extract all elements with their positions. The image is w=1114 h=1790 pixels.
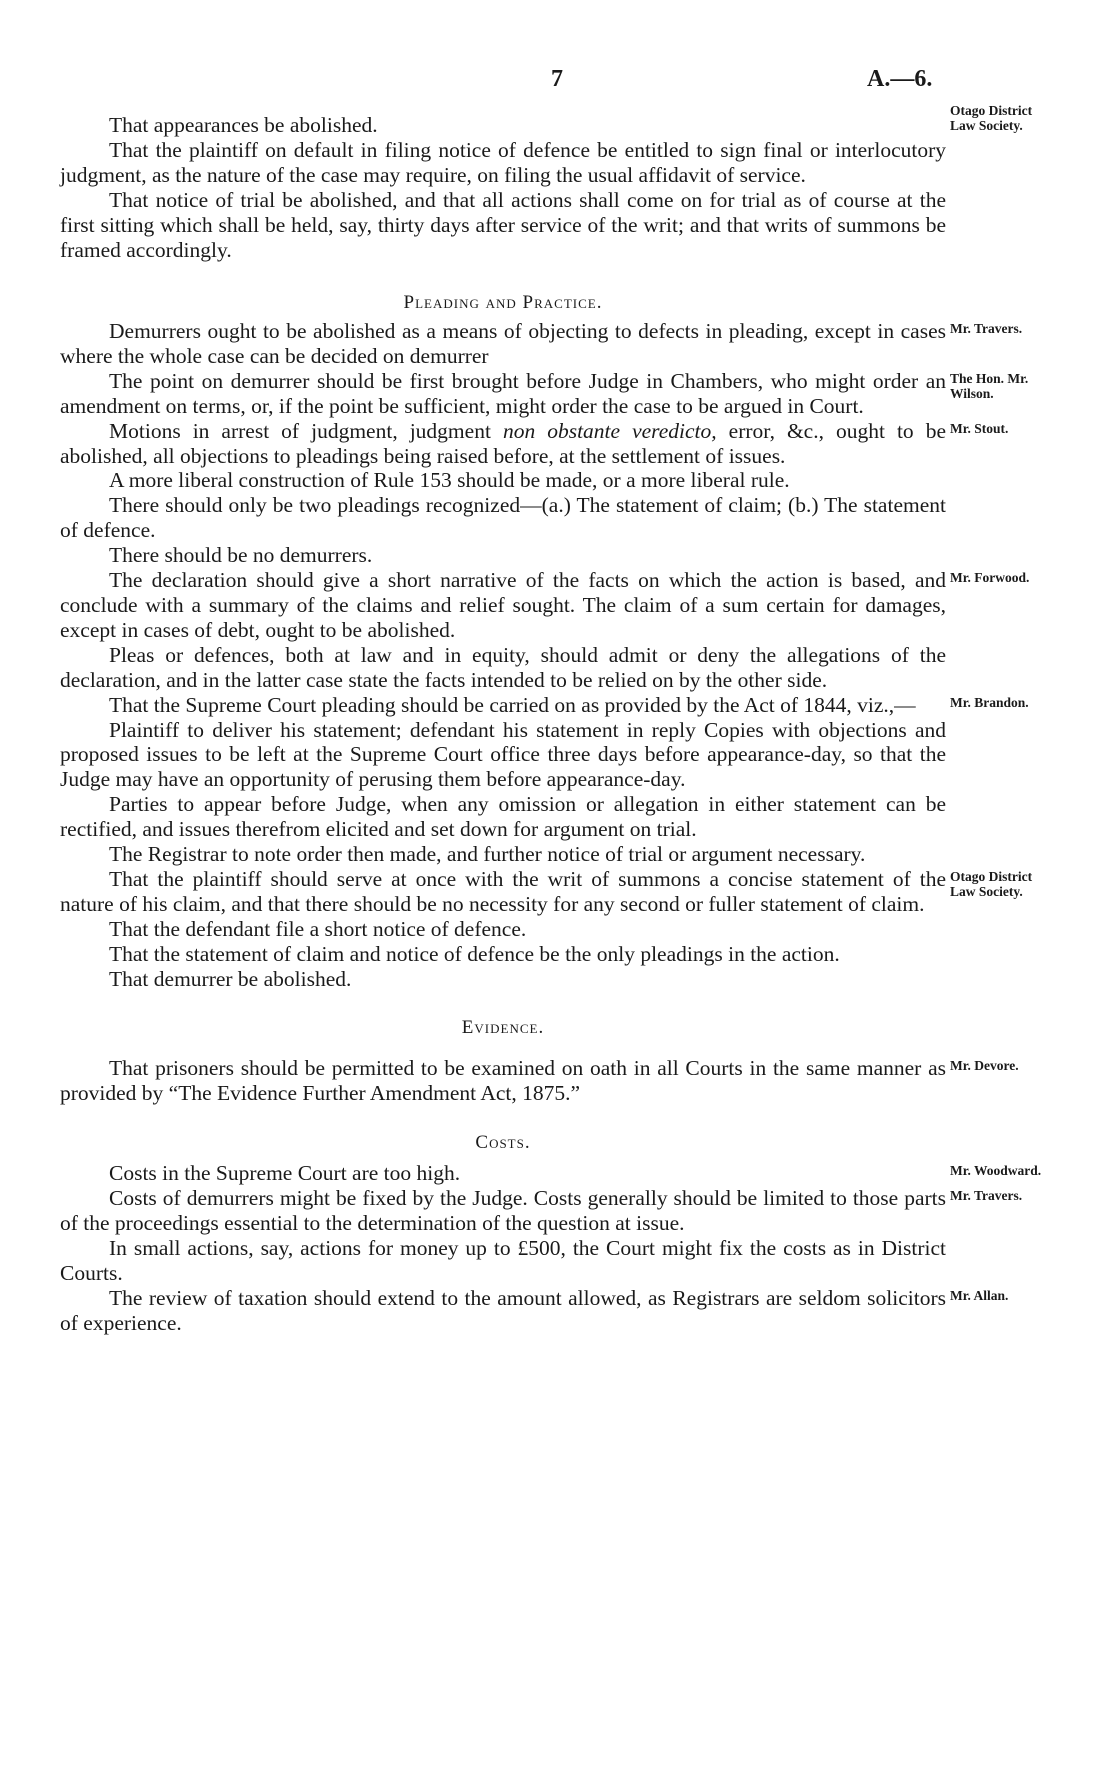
margin-note: Mr. Stout. xyxy=(950,420,1009,436)
paragraph: Costs in the Supreme Court are too high. Mr. Woodward. xyxy=(60,1161,946,1186)
paragraph: That demurrer be abolished. xyxy=(109,966,352,991)
paragraph: In small actions, say, actions for money up to £500, the Court might fix the costs as in District Courts. xyxy=(60,1236,946,1285)
paragraph: The point on demurrer should be first brought before Judge in Chambers, who might order an amendment on terms, or, if the point be sufficient, might order the case to be argued in Court. The Hon. Mr. Wilson. xyxy=(60,369,946,419)
paragraph: There should be no demurrers. xyxy=(109,543,373,568)
margin-note: Mr. Travers. xyxy=(950,1188,1023,1204)
section-intro xyxy=(60,103,1033,262)
page-reference: A.—6. xyxy=(867,66,933,92)
margin-note: Mr. Woodward. xyxy=(950,1163,1042,1179)
paragraph: That the defendant file a short notice of defence. xyxy=(109,916,527,941)
paragraph: Plaintiff to deliver his statement; defendant his statement in reply Copies with objections and proposed issues to be left at the Supreme Court office three days before appearance-day, so that the Judge may have an opportunity of perusing them before appearance-day. xyxy=(60,717,946,792)
section-costs xyxy=(60,1106,1042,1335)
margin-note: Mr. Travers. xyxy=(950,321,1023,336)
paragraph: That notice of trial be abolished, and that all actions shall come on for trial as of course at the first sitting which shall be held, say, thirty days after service of the writ; and that writs of summons be framed accordingly. xyxy=(60,187,946,262)
document-body xyxy=(60,103,1042,1336)
paragraph: That the statement of claim and notice of defence be the only pleadings in the action. xyxy=(109,941,840,966)
paragraph: That appearances be abolished. Otago District Law Society. xyxy=(60,113,946,138)
paragraph: Pleas or defences, both at law and in equity, should admit or deny the allegations of the declaration, and in the latter case state the facts intended to be relied on by the other side. xyxy=(60,642,946,692)
paragraph: There should only be two pleadings recognized—(a.) The statement of claim; (b.) The statement of defence. xyxy=(60,493,946,543)
margin-note: Otago District Law Society. xyxy=(950,103,1033,133)
paragraph: Demurrers ought to be abolished as a means of objecting to defects in pleading, except in cases where the whole case can be decided on demurrer Mr. Travers. xyxy=(60,319,946,369)
section-heading: Evidence. xyxy=(461,1017,545,1039)
paragraph: That prisoners should be permitted to be examined on oath in all Courts in the same manner as provided by “The Evidence Further Amendment Act, 1875.” Mr. Devore. xyxy=(60,1056,946,1106)
section-pleading-and-practice xyxy=(60,258,1033,991)
paragraph: The review of taxation should extend to the amount allowed, as Registrars are seldom solicitors of experience. Mr. Allan. xyxy=(60,1286,946,1336)
paragraph: Motions in arrest of judgment, judgment non obstante veredicto, error, &c., ought to be abolished, all objections to pleadings being raised before, at the settlement of issues. Mr. Stout. xyxy=(60,419,946,469)
paragraph: Costs of demurrers might be fixed by the Judge. Costs generally should be limited to those parts of the proceedings essential to the determination of the question at issue. Mr. Travers. xyxy=(60,1186,946,1236)
margin-note: Mr. Devore. xyxy=(950,1058,1019,1074)
paragraph: Parties to appear before Judge, when any omission or allegation in either statement can be rectified, and issues therefrom elicited and set down for argument on trial. xyxy=(60,792,946,842)
page-number: 7 xyxy=(551,66,563,92)
paragraph: The Registrar to note order then made, and further notice of trial or argument necessary. xyxy=(109,842,866,867)
section-heading: Costs. xyxy=(475,1132,531,1154)
paragraph: That the plaintiff should serve at once with the writ of summons a concise statement of the nature of his claim, and that there should be no necessity for any second or fuller statement of claim. Otago District Law Society. xyxy=(60,867,946,917)
paragraph: The declaration should give a short narrative of the facts on which the action is based, and conclude with a summary of the claims and relief sought. The claim of a sum certain for damages, except in cases of debt, ought to be abolished. Mr. Forwood. xyxy=(60,568,946,643)
section-heading: Pleading and Practice. xyxy=(403,292,603,313)
paragraph: That the plaintiff on default in filing notice of defence be entitled to sign final or interlocutory judgment, as the nature of the case may require, on filing the usual affidavit of service. xyxy=(60,137,946,187)
italic-phrase: non obstante veredicto, xyxy=(502,418,717,443)
margin-note: Mr. Forwood. xyxy=(950,570,1030,586)
margin-note: Otago District Law Society. xyxy=(950,868,1033,899)
paragraph: That the Supreme Court pleading should be carried on as provided by the Act of 1844, viz.,— Mr. Brandon. xyxy=(60,693,946,718)
paragraph: A more liberal construction of Rule 153 should be made, or a more liberal rule. xyxy=(109,468,790,493)
section-evidence xyxy=(60,991,1019,1106)
margin-note: Mr. Brandon. xyxy=(950,694,1029,710)
margin-note: Mr. Allan. xyxy=(950,1287,1009,1303)
margin-note: The Hon. Mr. Wilson. xyxy=(950,370,1029,401)
